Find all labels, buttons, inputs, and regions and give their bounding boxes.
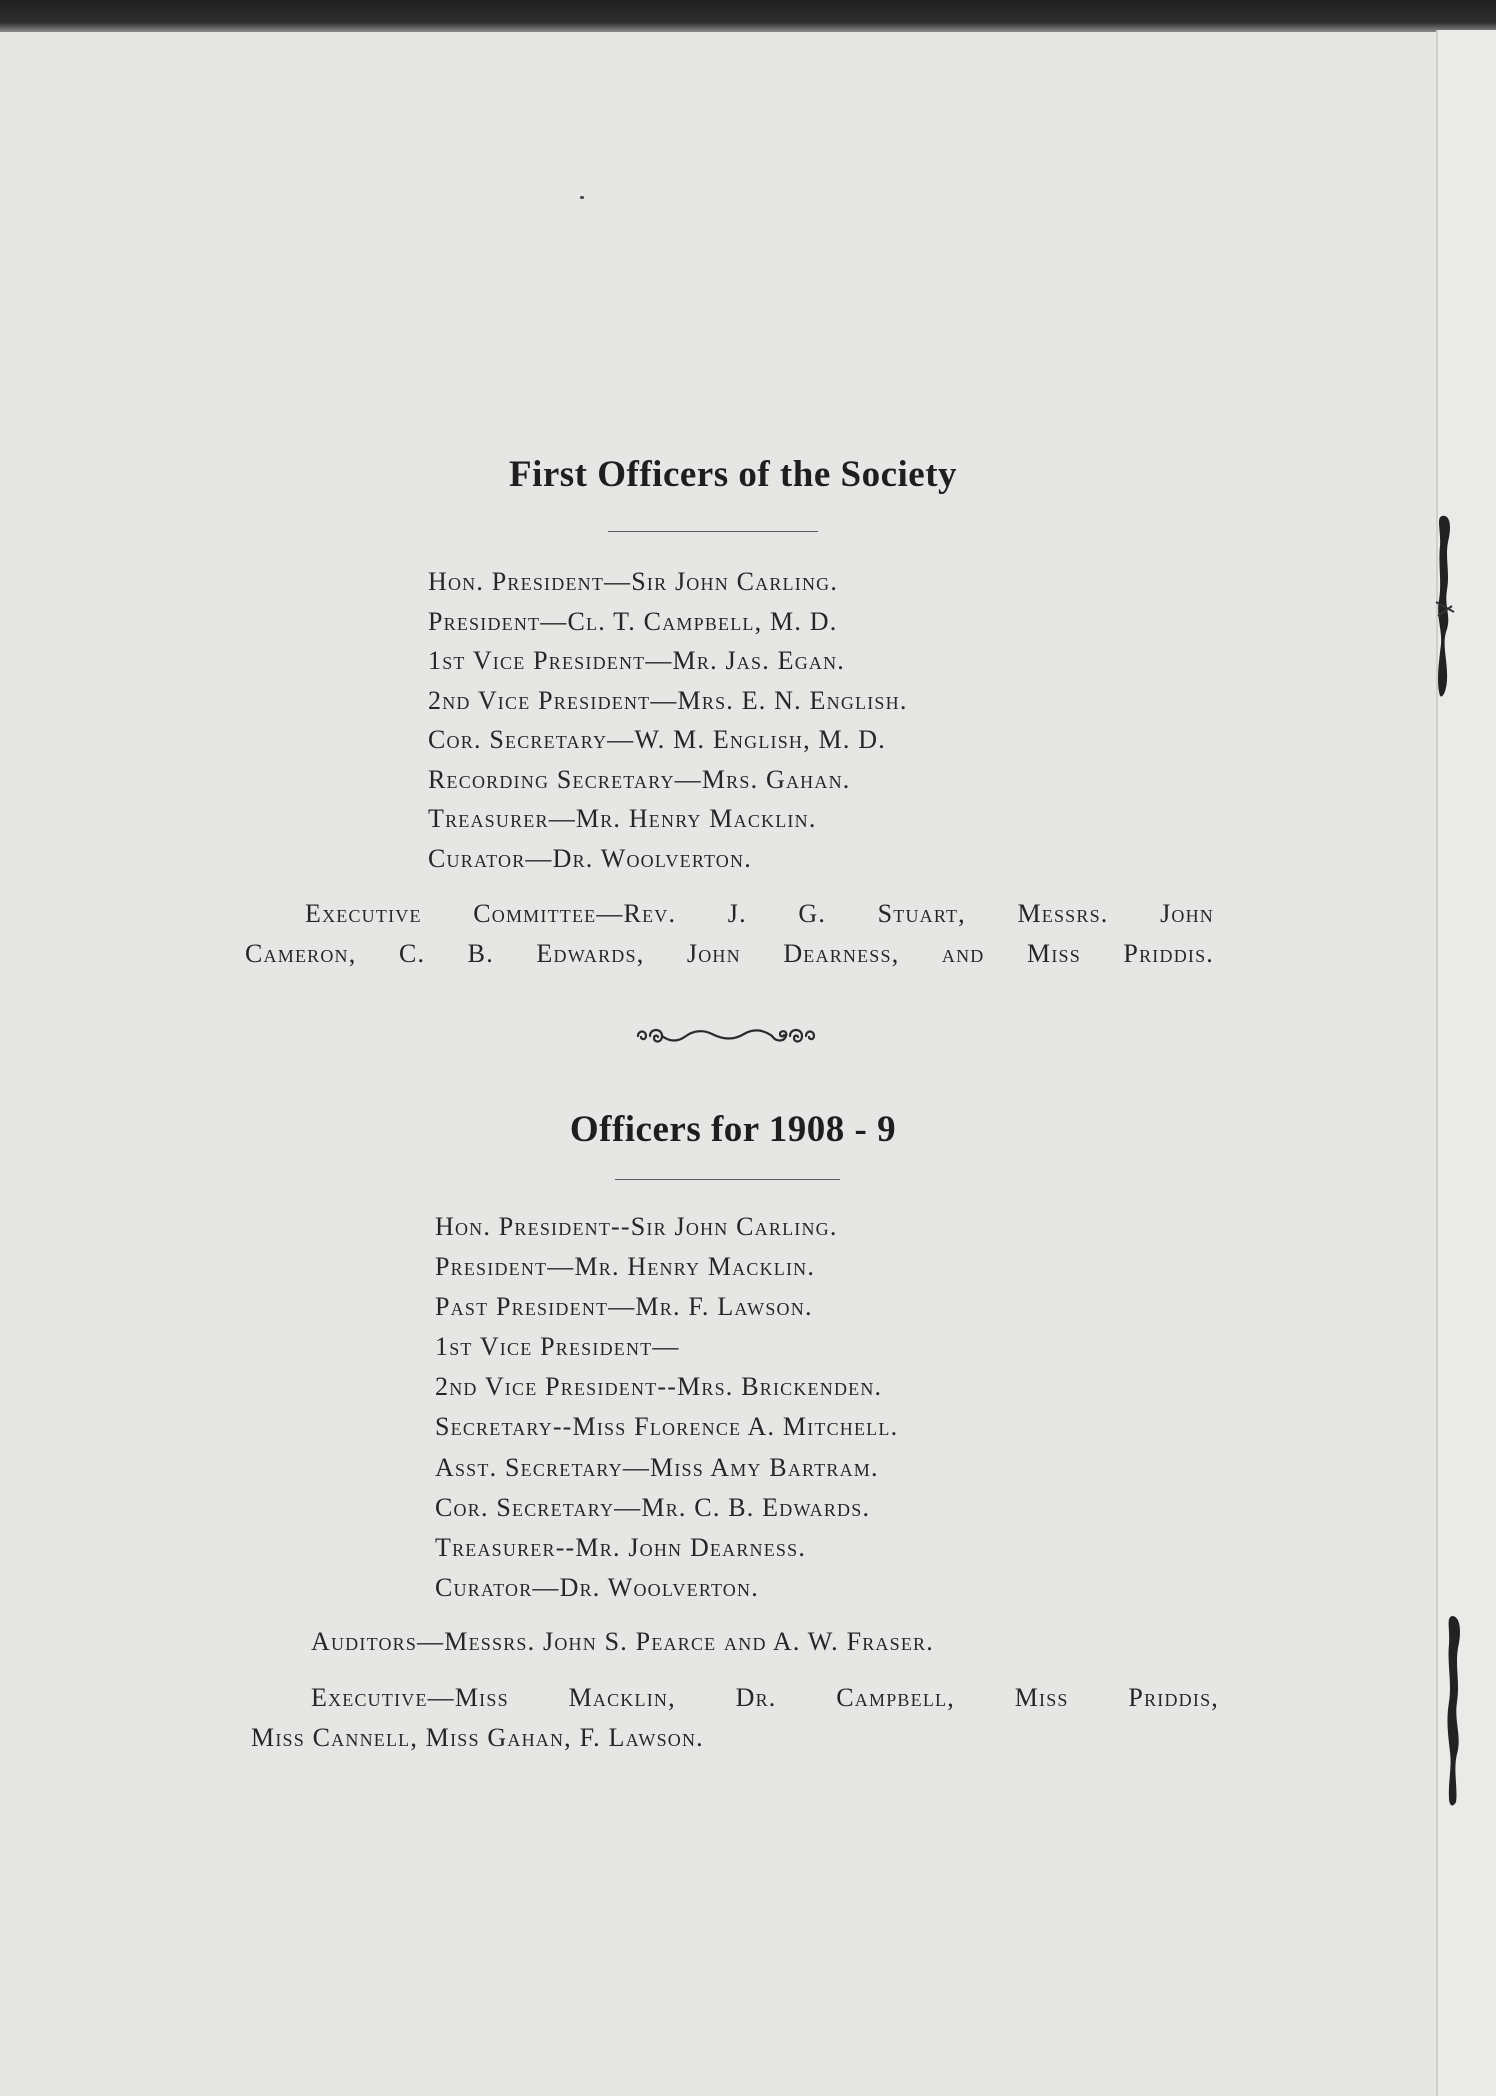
officer-line: 1st Vice President—Mr. Jas. Egan. [428, 646, 845, 675]
officer-line: Curator—Dr. Woolverton. [428, 843, 752, 873]
paragraph-line: Executive Committee—Rev. J. G. Stuart, Messrs. John [305, 899, 1214, 928]
scan-top-border [0, 0, 1496, 32]
section2-title-rule [615, 1179, 840, 1180]
officer-line: 1st Vice President— [435, 1332, 680, 1362]
officer-line: President—Mr. Henry Macklin. [435, 1252, 816, 1282]
officer-line: 2nd Vice President--Mrs. Brickenden. [435, 1372, 883, 1402]
binding-stitch-bottom [1438, 1612, 1470, 1808]
section2-title: Officers for 1908 - 9 [569, 1109, 897, 1150]
ornamental-divider [634, 1024, 820, 1048]
officer-line: Treasurer--Mr. John Dearness. [435, 1532, 807, 1562]
binding-stitch-top [1430, 512, 1460, 700]
section1-officer-list [428, 562, 908, 878]
executive-paragraph [251, 1678, 1219, 1758]
officer-line: Hon. President—Sir John Carling. [428, 567, 839, 596]
section1-title: First Officers of the Society [508, 454, 958, 495]
officer-line: Past President—Mr. F. Lawson. [435, 1292, 813, 1322]
officer-line: 2nd Vice President—Mrs. E. N. English. [428, 685, 908, 715]
executive-committee-paragraph [245, 894, 1214, 974]
officer-line: Hon. President--Sir John Carling. [435, 1212, 838, 1241]
auditors-paragraph [311, 1622, 934, 1662]
officer-line: Cor. Secretary—Mr. C. B. Edwards. [435, 1492, 871, 1522]
paragraph-line: Miss Cannell, Miss Gahan, F. Lawson. [251, 1723, 704, 1752]
paragraph-line: Auditors—Messrs. John S. Pearce and A. W. Fraser. [311, 1627, 934, 1656]
officer-line: Treasurer—Mr. Henry Macklin. [428, 804, 817, 833]
officer-line: Secretary--Miss Florence A. Mitchell. [435, 1412, 899, 1442]
paper-speck [580, 196, 584, 199]
officer-line: Recording Secretary—Mrs. Gahan. [428, 764, 851, 794]
section1-title-rule [608, 531, 818, 532]
section2-officer-list [435, 1207, 898, 1608]
officer-line: President—Cl. T. Campbell, M. D. [428, 606, 838, 636]
officer-line: Curator—Dr. Woolverton. [435, 1572, 759, 1602]
officer-line: Asst. Secretary—Miss Amy Bartram. [435, 1452, 879, 1482]
officer-line: Cor. Secretary—W. M. English, M. D. [428, 725, 886, 754]
paragraph-line: Executive—Miss Macklin, Dr. Campbell, Miss Priddis, [311, 1683, 1219, 1712]
paragraph-line: Cameron, C. B. Edwards, John Dearness, and Miss Priddis. [245, 939, 1214, 968]
